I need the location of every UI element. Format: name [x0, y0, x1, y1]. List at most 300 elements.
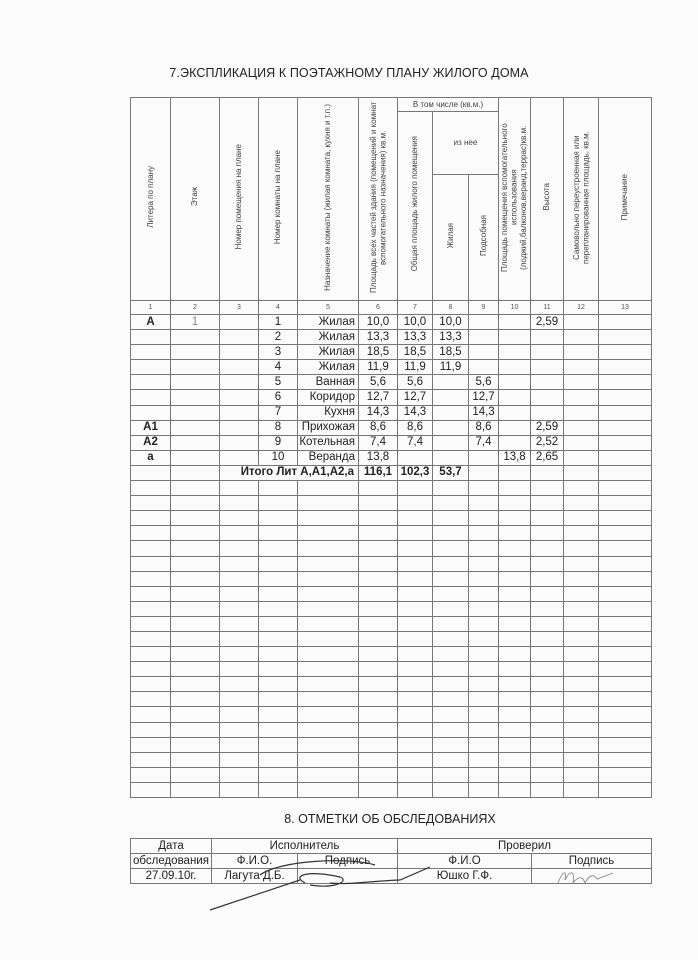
column-number: 7 [398, 301, 433, 315]
empty-row [131, 737, 652, 752]
table-cell [599, 450, 652, 465]
table-cell: А [131, 315, 171, 330]
empty-cell [398, 722, 433, 737]
table-cell [564, 330, 599, 345]
table-cell [171, 345, 220, 360]
table-cell [433, 375, 469, 390]
empty-cell [359, 511, 398, 526]
empty-cell [359, 737, 398, 752]
empty-cell [398, 767, 433, 782]
column-number: 1 [131, 301, 171, 315]
header-living: Жилая [433, 174, 469, 300]
empty-cell [131, 782, 171, 797]
empty-cell [469, 586, 499, 601]
empty-cell [171, 692, 220, 707]
empty-cell [131, 631, 171, 646]
table-cell: 5,6 [469, 375, 499, 390]
empty-cell [131, 496, 171, 511]
table-row [131, 315, 652, 330]
empty-cell [499, 541, 531, 556]
empty-cell [499, 677, 531, 692]
empty-cell [469, 752, 499, 767]
empty-cell [499, 631, 531, 646]
empty-cell [433, 616, 469, 631]
empty-cell [469, 511, 499, 526]
header-purpose: Назначение комнаты (жилая комната, кухня и т.п.) [298, 98, 359, 301]
empty-cell [531, 722, 564, 737]
empty-cell [499, 526, 531, 541]
header-aux-area: Площадь помещения вспомогательного использования (лоджий,балконов,веранд,террас)кв.м. [499, 98, 531, 301]
empty-cell [398, 526, 433, 541]
empty-cell [298, 511, 359, 526]
table-cell [531, 375, 564, 390]
empty-cell [499, 767, 531, 782]
column-number: 6 [359, 301, 398, 315]
empty-cell [259, 677, 298, 692]
empty-cell [531, 526, 564, 541]
column-number-row [131, 301, 652, 315]
empty-cell [171, 662, 220, 677]
table-cell: 13,3 [359, 330, 398, 345]
table-cell: 13,8 [499, 450, 531, 465]
table-cell: А2 [131, 435, 171, 450]
table-row [131, 435, 652, 450]
table-cell [564, 405, 599, 420]
table-cell: 10,0 [398, 315, 433, 330]
empty-cell [469, 496, 499, 511]
empty-cell [298, 541, 359, 556]
table-cell [220, 330, 259, 345]
empty-cell [599, 496, 652, 511]
empty-row [131, 586, 652, 601]
empty-cell [469, 782, 499, 797]
table-cell: 12,7 [359, 390, 398, 405]
empty-cell [564, 752, 599, 767]
table-row [131, 450, 652, 465]
empty-cell [564, 616, 599, 631]
empty-cell [359, 707, 398, 722]
empty-cell [531, 631, 564, 646]
survey-table [130, 838, 652, 884]
empty-cell [220, 481, 259, 496]
table-cell [220, 435, 259, 450]
empty-cell [469, 677, 499, 692]
table-cell: 4 [259, 360, 298, 375]
empty-cell [564, 556, 599, 571]
empty-cell [433, 541, 469, 556]
table-cell: 14,3 [469, 405, 499, 420]
table-cell: 2,65 [531, 450, 564, 465]
table-cell: 7,4 [469, 435, 499, 450]
empty-cell [433, 737, 469, 752]
empty-cell [259, 586, 298, 601]
empty-cell [499, 616, 531, 631]
table-cell: 13,8 [359, 450, 398, 465]
table-cell [499, 315, 531, 330]
table-cell [220, 345, 259, 360]
empty-cell [220, 767, 259, 782]
empty-cell [171, 767, 220, 782]
empty-cell [599, 511, 652, 526]
table-cell: 7,4 [359, 435, 398, 450]
empty-row [131, 496, 652, 511]
table-cell: 13,3 [398, 330, 433, 345]
fio2-header: Ф.И.О [398, 854, 532, 869]
empty-cell [433, 571, 469, 586]
empty-cell [131, 752, 171, 767]
empty-row [131, 782, 652, 797]
table-cell: Веранда [298, 450, 359, 465]
table-cell [599, 390, 652, 405]
table-cell: 8,6 [359, 420, 398, 435]
empty-cell [298, 616, 359, 631]
table-cell [499, 345, 531, 360]
empty-cell [259, 722, 298, 737]
empty-row [131, 677, 652, 692]
empty-cell [564, 541, 599, 556]
header-group: В том числе (кв.м.) [398, 98, 499, 112]
empty-row [131, 601, 652, 616]
header-living-total: Общая площадь жилого помещения [398, 112, 433, 301]
empty-cell [599, 481, 652, 496]
empty-cell [171, 631, 220, 646]
empty-cell [398, 481, 433, 496]
header-room-number: Номер комнаты на плане [259, 98, 298, 301]
header-total-area: Площадь всех частей здания (помещений и комнат вспомогательного назначения) кв.м. [359, 98, 398, 301]
table-cell: 10,0 [433, 315, 469, 330]
empty-cell [564, 481, 599, 496]
total-label: Итого Лит А,А1,А2,а [220, 465, 359, 480]
empty-cell [433, 752, 469, 767]
empty-cell [433, 526, 469, 541]
empty-cell [220, 526, 259, 541]
empty-cell [499, 586, 531, 601]
empty-cell [531, 662, 564, 677]
checked-header: Проверил [398, 839, 652, 854]
empty-cell [398, 692, 433, 707]
explication-table [130, 97, 652, 798]
section7-title: 7.ЭКСПЛИКАЦИЯ К ПОЭТАЖНОМУ ПЛАНУ ЖИЛОГО ДОМА [169, 66, 529, 80]
empty-cell [171, 526, 220, 541]
empty-cell [171, 707, 220, 722]
column-number: 12 [564, 301, 599, 315]
empty-cell [564, 601, 599, 616]
empty-cell [298, 526, 359, 541]
empty-cell [398, 496, 433, 511]
empty-cell [131, 481, 171, 496]
table-cell: 8 [259, 420, 298, 435]
table-cell: А1 [131, 420, 171, 435]
empty-cell [131, 677, 171, 692]
table-cell [433, 390, 469, 405]
column-number: 5 [298, 301, 359, 315]
empty-cell [564, 692, 599, 707]
table-cell [131, 360, 171, 375]
empty-cell [499, 662, 531, 677]
table-cell: Прихожая [298, 420, 359, 435]
table-cell: Жилая [298, 315, 359, 330]
empty-cell [359, 586, 398, 601]
table-cell [171, 330, 220, 345]
header-utility: Подсобная [469, 174, 499, 300]
empty-cell [599, 782, 652, 797]
table-cell: 7,4 [398, 435, 433, 450]
executor-header: Исполнитель [212, 839, 398, 854]
empty-cell [171, 737, 220, 752]
empty-cell [398, 677, 433, 692]
empty-cell [359, 677, 398, 692]
empty-cell [531, 481, 564, 496]
empty-cell [259, 541, 298, 556]
table-cell [220, 315, 259, 330]
table-cell: 5 [259, 375, 298, 390]
empty-cell [433, 662, 469, 677]
table-cell: 11,9 [433, 360, 469, 375]
empty-cell [398, 541, 433, 556]
table-cell: Кухня [298, 405, 359, 420]
table-cell [564, 390, 599, 405]
table-cell: Ванная [298, 375, 359, 390]
table-cell [564, 420, 599, 435]
header-note: Примечание [599, 98, 652, 301]
empty-cell [564, 707, 599, 722]
table-cell [564, 360, 599, 375]
table-cell [599, 345, 652, 360]
empty-row [131, 571, 652, 586]
empty-cell [398, 571, 433, 586]
table-cell [469, 345, 499, 360]
table-cell [171, 405, 220, 420]
table-cell [433, 450, 469, 465]
empty-cell [499, 737, 531, 752]
table-cell [499, 360, 531, 375]
empty-cell [499, 496, 531, 511]
table-cell: 14,3 [398, 405, 433, 420]
empty-cell [298, 692, 359, 707]
table-cell [433, 420, 469, 435]
empty-cell [131, 586, 171, 601]
table-cell: 5,6 [398, 375, 433, 390]
empty-cell [499, 571, 531, 586]
empty-cell [171, 782, 220, 797]
empty-cell [220, 496, 259, 511]
empty-cell [469, 692, 499, 707]
table-cell [220, 360, 259, 375]
empty-cell [259, 496, 298, 511]
empty-cell [220, 631, 259, 646]
empty-cell [131, 707, 171, 722]
empty-cell [259, 692, 298, 707]
executor-name: Лагута Д.Б. [212, 869, 298, 884]
header-floor: Этаж [171, 98, 220, 301]
empty-cell [398, 752, 433, 767]
column-number: 10 [499, 301, 531, 315]
table-cell [564, 435, 599, 450]
empty-cell [599, 737, 652, 752]
empty-cell [469, 601, 499, 616]
empty-cell [469, 647, 499, 662]
empty-row [131, 647, 652, 662]
empty-cell [531, 556, 564, 571]
empty-cell [433, 586, 469, 601]
empty-cell [298, 571, 359, 586]
table-cell [499, 420, 531, 435]
empty-cell [469, 541, 499, 556]
table-cell [531, 330, 564, 345]
header-unauthorized: Самовольно переустроенная или перепланированная площадь, кв.м. [564, 98, 599, 301]
column-number: 13 [599, 301, 652, 315]
executor-signature [298, 869, 398, 884]
table-cell: 3 [259, 345, 298, 360]
empty-cell [564, 586, 599, 601]
empty-cell [298, 707, 359, 722]
empty-cell [220, 662, 259, 677]
table-cell: 18,5 [433, 345, 469, 360]
empty-cell [359, 722, 398, 737]
empty-cell [599, 556, 652, 571]
empty-cell [259, 511, 298, 526]
empty-cell [433, 692, 469, 707]
table-cell: Жилая [298, 345, 359, 360]
signature2-header: Подпись [532, 854, 652, 869]
empty-row [131, 541, 652, 556]
table-cell: 13,3 [433, 330, 469, 345]
empty-cell [298, 767, 359, 782]
table-cell: 2,52 [531, 435, 564, 450]
empty-cell [259, 616, 298, 631]
empty-cell [359, 481, 398, 496]
empty-cell [433, 707, 469, 722]
table-cell: 8,6 [469, 420, 499, 435]
empty-row [131, 556, 652, 571]
empty-cell [359, 571, 398, 586]
empty-cell [433, 722, 469, 737]
empty-cell [220, 677, 259, 692]
empty-cell [531, 496, 564, 511]
table-cell [499, 405, 531, 420]
empty-cell [531, 737, 564, 752]
empty-cell [220, 647, 259, 662]
table-cell: 1 [259, 315, 298, 330]
empty-cell [171, 752, 220, 767]
section8-title: 8. ОТМЕТКИ ОБ ОБСЛЕДОВАНИЯХ [284, 812, 496, 826]
table-cell [131, 375, 171, 390]
table-cell: 2 [259, 330, 298, 345]
table-cell [171, 450, 220, 465]
empty-cell [171, 616, 220, 631]
table-cell [599, 435, 652, 450]
empty-cell [171, 722, 220, 737]
table-cell: 8,6 [398, 420, 433, 435]
empty-cell [398, 511, 433, 526]
empty-cell [171, 556, 220, 571]
empty-cell [499, 707, 531, 722]
table-cell: а [131, 450, 171, 465]
empty-row [131, 616, 652, 631]
empty-cell [499, 556, 531, 571]
empty-cell [220, 737, 259, 752]
empty-cell [298, 677, 359, 692]
empty-cell [259, 631, 298, 646]
table-cell: 11,9 [398, 360, 433, 375]
column-number: 4 [259, 301, 298, 315]
empty-cell [433, 556, 469, 571]
table-cell [499, 330, 531, 345]
empty-row [131, 752, 652, 767]
empty-cell [531, 541, 564, 556]
empty-cell [531, 616, 564, 631]
empty-cell [433, 677, 469, 692]
empty-cell [599, 586, 652, 601]
table-row [131, 375, 652, 390]
table-cell: 2,59 [531, 420, 564, 435]
empty-cell [298, 601, 359, 616]
empty-cell [131, 662, 171, 677]
empty-cell [359, 662, 398, 677]
empty-cell [599, 752, 652, 767]
empty-cell [469, 707, 499, 722]
empty-cell [298, 752, 359, 767]
empty-cell [469, 556, 499, 571]
empty-cell [359, 541, 398, 556]
empty-cell [131, 541, 171, 556]
table-cell [564, 345, 599, 360]
empty-cell [564, 496, 599, 511]
table-cell [499, 435, 531, 450]
empty-cell [171, 677, 220, 692]
table-cell: 12,7 [398, 390, 433, 405]
total-c6: 116,1 [359, 465, 398, 480]
empty-cell [131, 722, 171, 737]
table-cell [433, 435, 469, 450]
empty-cell [564, 767, 599, 782]
empty-row [131, 767, 652, 782]
empty-cell [599, 767, 652, 782]
table-cell [531, 345, 564, 360]
empty-cell [499, 481, 531, 496]
empty-cell [531, 511, 564, 526]
empty-row [131, 526, 652, 541]
table-cell [171, 390, 220, 405]
empty-cell [599, 722, 652, 737]
table-cell [469, 315, 499, 330]
empty-cell [359, 526, 398, 541]
table-cell [599, 420, 652, 435]
table-cell: 10,0 [359, 315, 398, 330]
empty-cell [171, 481, 220, 496]
table-cell: 5,6 [359, 375, 398, 390]
table-cell [499, 390, 531, 405]
empty-cell [259, 782, 298, 797]
total-c7: 102,3 [398, 465, 433, 480]
empty-cell [359, 647, 398, 662]
table-cell [599, 375, 652, 390]
empty-cell [220, 692, 259, 707]
table-cell [564, 315, 599, 330]
empty-cell [220, 782, 259, 797]
table-cell [531, 390, 564, 405]
empty-cell [131, 556, 171, 571]
empty-cell [220, 601, 259, 616]
table-cell [131, 405, 171, 420]
empty-cell [469, 616, 499, 631]
empty-cell [531, 571, 564, 586]
table-cell [599, 360, 652, 375]
date-header2: обследования [131, 854, 212, 869]
empty-cell [171, 496, 220, 511]
empty-cell [398, 631, 433, 646]
empty-cell [499, 601, 531, 616]
